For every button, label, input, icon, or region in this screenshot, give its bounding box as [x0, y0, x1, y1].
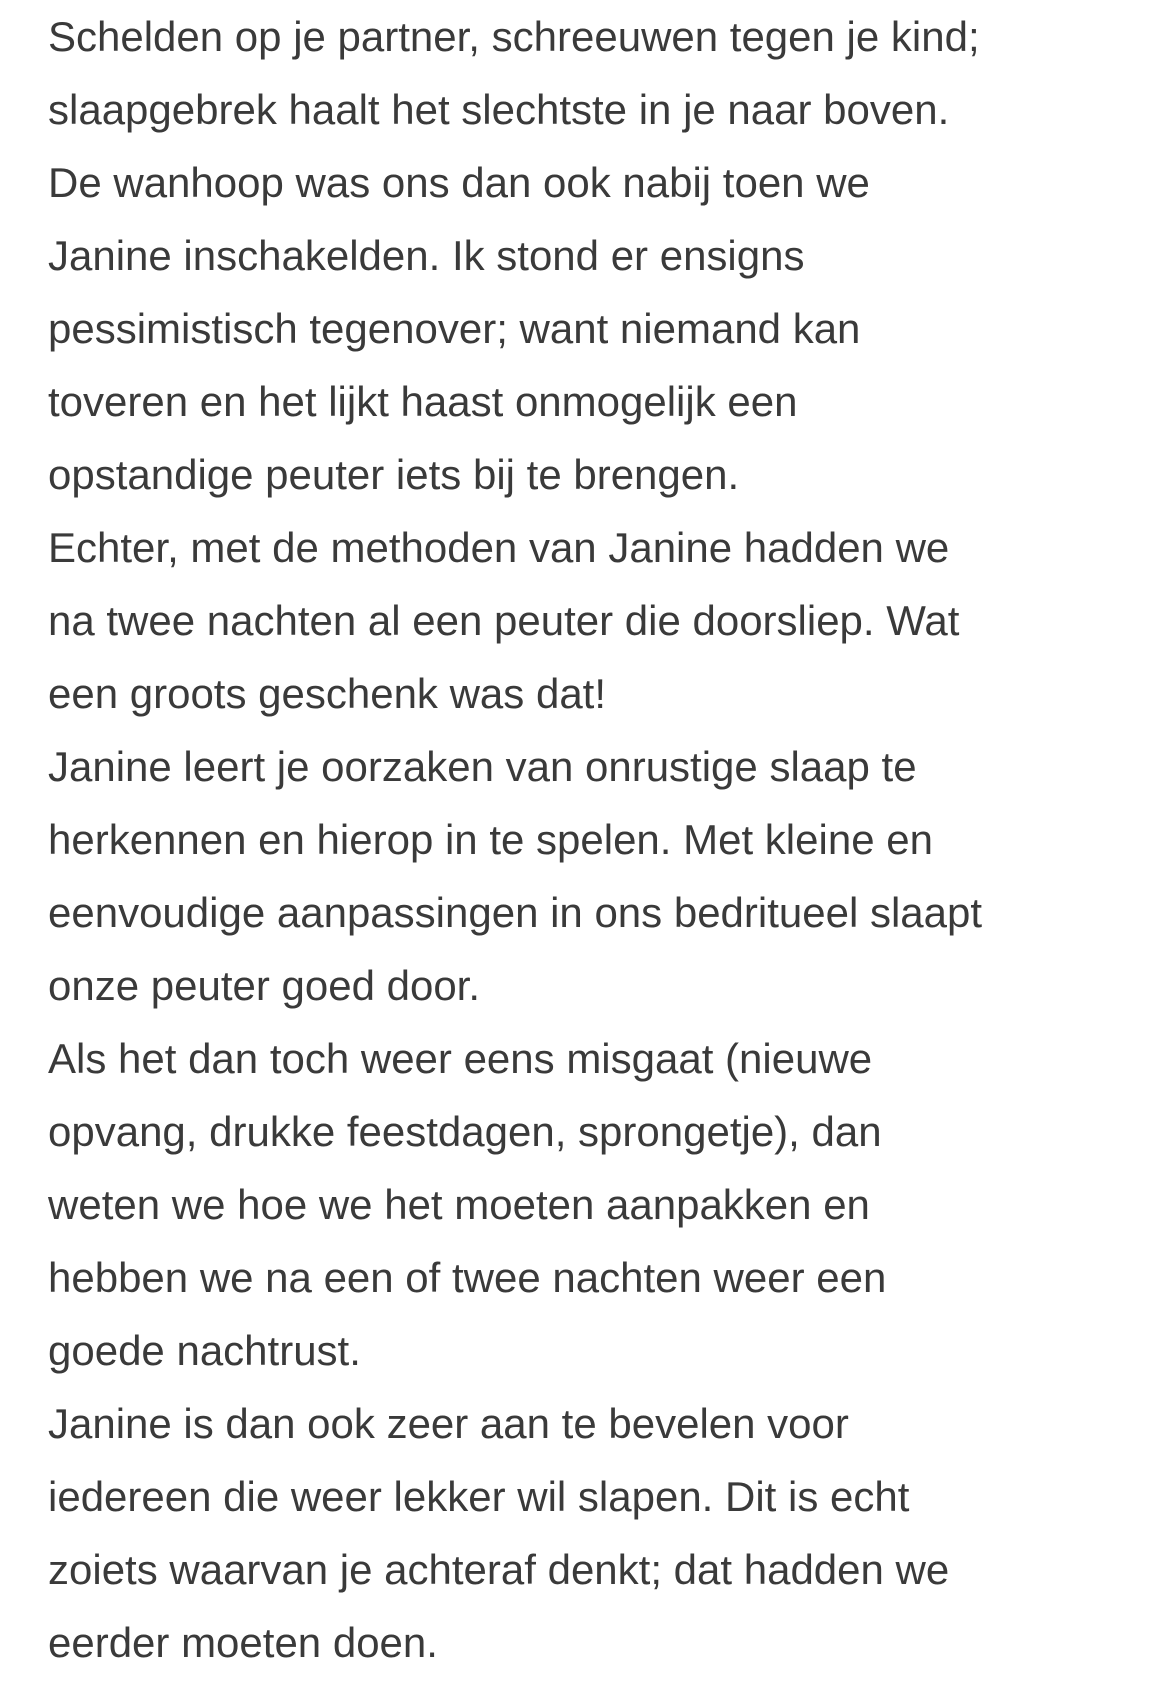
text-line: weten we hoe we het moeten aanpakken en [48, 1181, 870, 1228]
text-line: na twee nachten al een peuter die doorsliep. Wat [48, 597, 960, 644]
text-line: opvang, drukke feestdagen, sprongetje), dan [48, 1108, 882, 1155]
text-line: goede nachtrust. [48, 1327, 361, 1374]
text-line: hebben we na een of twee nachten weer een [48, 1254, 887, 1301]
text-line: eerder moeten doen. [48, 1619, 438, 1666]
text-line: De wanhoop was ons dan ook nabij toen we [48, 159, 870, 206]
text-line: Janine leert je oorzaken van onrustige slaap te [48, 743, 917, 790]
text-line: Schelden op je partner, schreeuwen tegen je kind; [48, 13, 980, 60]
text-line: slaapgebrek haalt het slechtste in je naar boven. [48, 86, 950, 133]
text-line: toveren en het lijkt haast onmogelijk een [48, 378, 798, 425]
text-line: herkennen en hierop in te spelen. Met kleine en [48, 816, 933, 863]
text-line: zoiets waarvan je achteraf denkt; dat hadden we [48, 1546, 950, 1593]
text-line: Echter, met de methoden van Janine hadden we [48, 524, 950, 571]
text-line: Als het dan toch weer eens misgaat (nieuwe [48, 1035, 873, 1082]
text-line: onze peuter goed door. [48, 962, 481, 1009]
text-line: een groots geschenk was dat! [48, 670, 607, 717]
text-line: Janine is dan ook zeer aan te bevelen voor [48, 1400, 849, 1447]
text-line: opstandige peuter iets bij te brengen. [48, 451, 740, 498]
text-line: iedereen die weer lekker wil slapen. Dit is echt [48, 1473, 910, 1520]
text-line: pessimistisch tegenover; want niemand kan [48, 305, 861, 352]
text-line: eenvoudige aanpassingen in ons bedritueel slaapt [48, 889, 983, 936]
text-line: Janine inschakelden. Ik stond er ensigns [48, 232, 805, 279]
review-text [48, 0, 1148, 1679]
